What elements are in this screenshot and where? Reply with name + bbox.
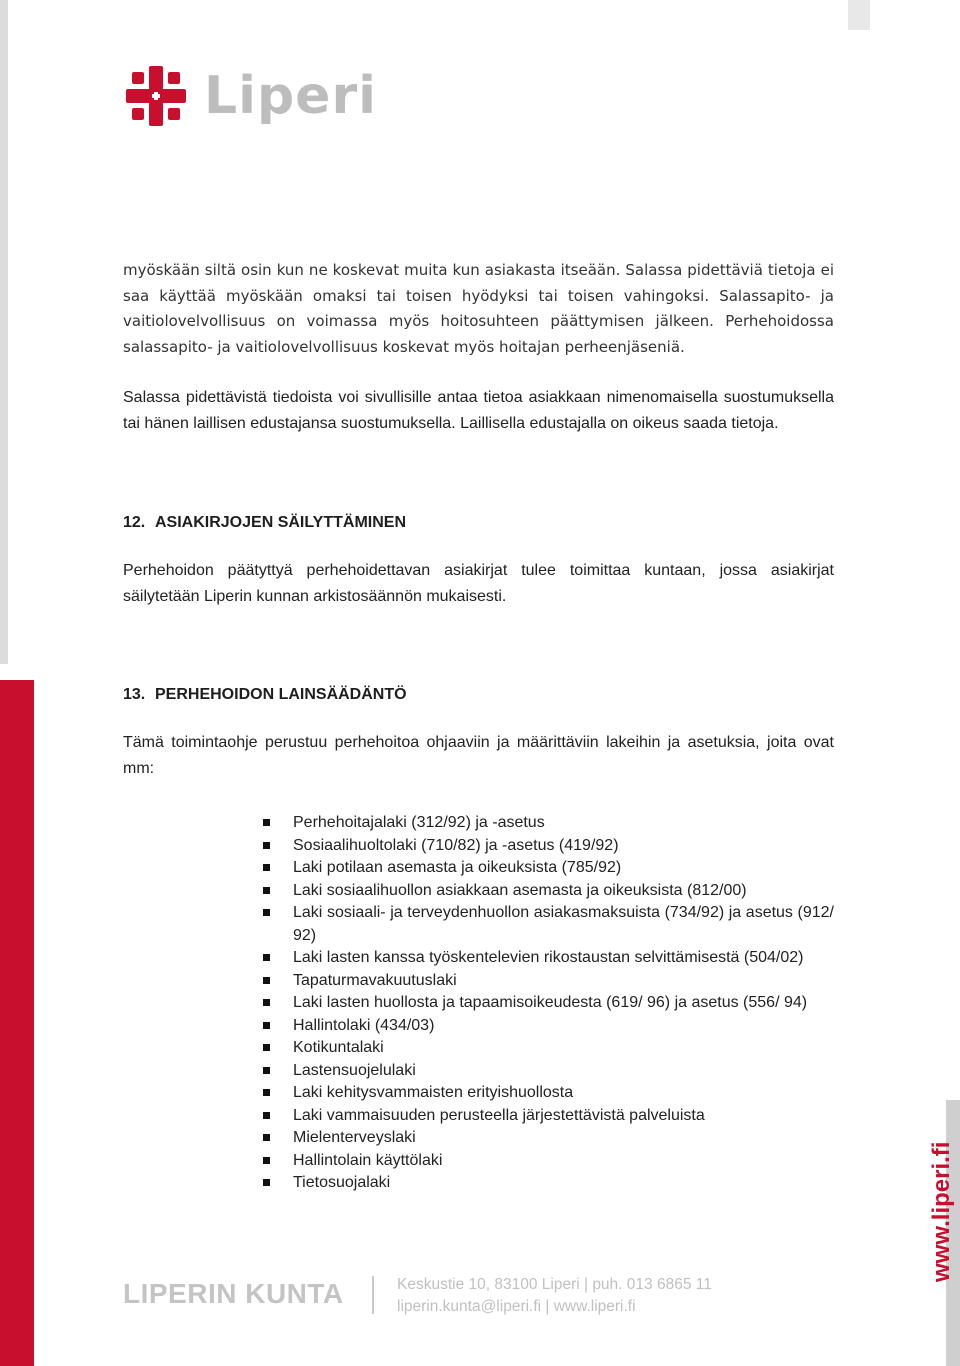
page-edge-red-stripe xyxy=(0,680,34,1366)
footer-divider xyxy=(372,1276,374,1314)
list-item: Laki potilaan asemasta ja oikeuksista (785/92) xyxy=(263,857,834,880)
section-number: 12. xyxy=(123,514,146,531)
list-item: Sosiaalihuoltolaki (710/82) ja -asetus (419/92) xyxy=(263,835,834,858)
page-edge-decoration xyxy=(0,0,8,664)
list-item: Laki kehitysvammaisten erityishuollosta xyxy=(263,1082,834,1105)
section-title: PERHEHOIDON LAINSÄÄDÄNTÖ xyxy=(155,686,407,703)
page-edge-decoration xyxy=(848,0,870,30)
list-item: Laki sosiaalihuollon asiakkaan asemasta ja oikeuksista (812/00) xyxy=(263,880,834,903)
list-item: Laki vammaisuuden perusteella järjestettävistä palveluista xyxy=(263,1105,834,1128)
paragraph-disclosure: Salassa pidettävistä tiedoista voi sivullisille antaa tietoa asiakkaan nimenomaisella suostumuksella tai hänen laillisen edustajansa suostumuksella. Laillisella edustajalla on oikeus saada tietoja. xyxy=(123,389,834,432)
list-item: Hallintolaki (434/03) xyxy=(263,1015,834,1038)
paragraph-legislation-intro: Tämä toimintaohje perustuu perhehoitoa ohjaaviin ja määrittäviin lakeihin ja asetuksia, joita ovat mm: xyxy=(123,734,834,777)
list-item: Laki lasten huollosta ja tapaamisoikeudesta (619/ 96) ja asetus (556/ 94) xyxy=(263,992,834,1015)
footer-org-name: LIPERIN KUNTA xyxy=(123,1278,344,1309)
list-item: Hallintolain käyttölaki xyxy=(263,1150,834,1173)
section-title: ASIAKIRJOJEN SÄILYTTÄMINEN xyxy=(155,514,406,531)
paragraph-confidentiality: myöskään siltä osin kun ne koskevat muita kun asiakasta itseään. Salassa pidettäviä tietoja ei saa käyttää myöskään omaksi tai toisen hyödyksi tai toisen vahingoksi. Salassapito- ja vaitiolovelvollisuus on voimassa myös hoitosuhteen päättymisen jälkeen. Perhehoidossa salassapito- ja vaitiolovelvollisuus koskevat myös hoitajan perheenjäseniä. xyxy=(123,261,834,356)
section-heading-12 xyxy=(123,510,834,535)
list-item: Laki lasten kanssa työskentelevien rikostaustan selvittämisestä (504/02) xyxy=(263,947,834,970)
footer-contact xyxy=(397,1274,712,1318)
list-item: Laki sosiaali- ja terveydenhuollon asiakasmaksuista (734/92) ja asetus (912/ 92) xyxy=(263,902,834,947)
section-heading-13 xyxy=(123,682,834,707)
liperi-logo xyxy=(122,62,377,130)
list-item: Tietosuojalaki xyxy=(263,1172,834,1195)
list-item: Tapaturmavakuutuslaki xyxy=(263,970,834,993)
footer-address: Keskustie 10, 83100 Liperi | puh. 013 6865 11 xyxy=(397,1276,712,1293)
document-body xyxy=(123,258,834,1195)
liperi-cross-emblem-icon xyxy=(122,62,190,130)
legislation-list xyxy=(123,812,834,1195)
footer-side-url: www.liperi.fi xyxy=(928,1141,955,1282)
footer-email-web: liperin.kunta@liperi.fi | www.liperi.fi xyxy=(397,1298,636,1315)
list-item: Perhehoitajalaki (312/92) ja -asetus xyxy=(263,812,834,835)
list-item: Mielenterveyslaki xyxy=(263,1127,834,1150)
logo-wordmark: Liperi xyxy=(204,66,377,126)
list-item: Kotikuntalaki xyxy=(263,1037,834,1060)
list-item: Lastensuojelulaki xyxy=(263,1060,834,1083)
paragraph-records: Perhehoidon päätyttyä perhehoidettavan asiakirjat tulee toimittaa kuntaan, jossa asiakirjat säilytetään Liperin kunnan arkistosäännön mukaisesti. xyxy=(123,562,834,605)
section-number: 13. xyxy=(123,686,146,703)
